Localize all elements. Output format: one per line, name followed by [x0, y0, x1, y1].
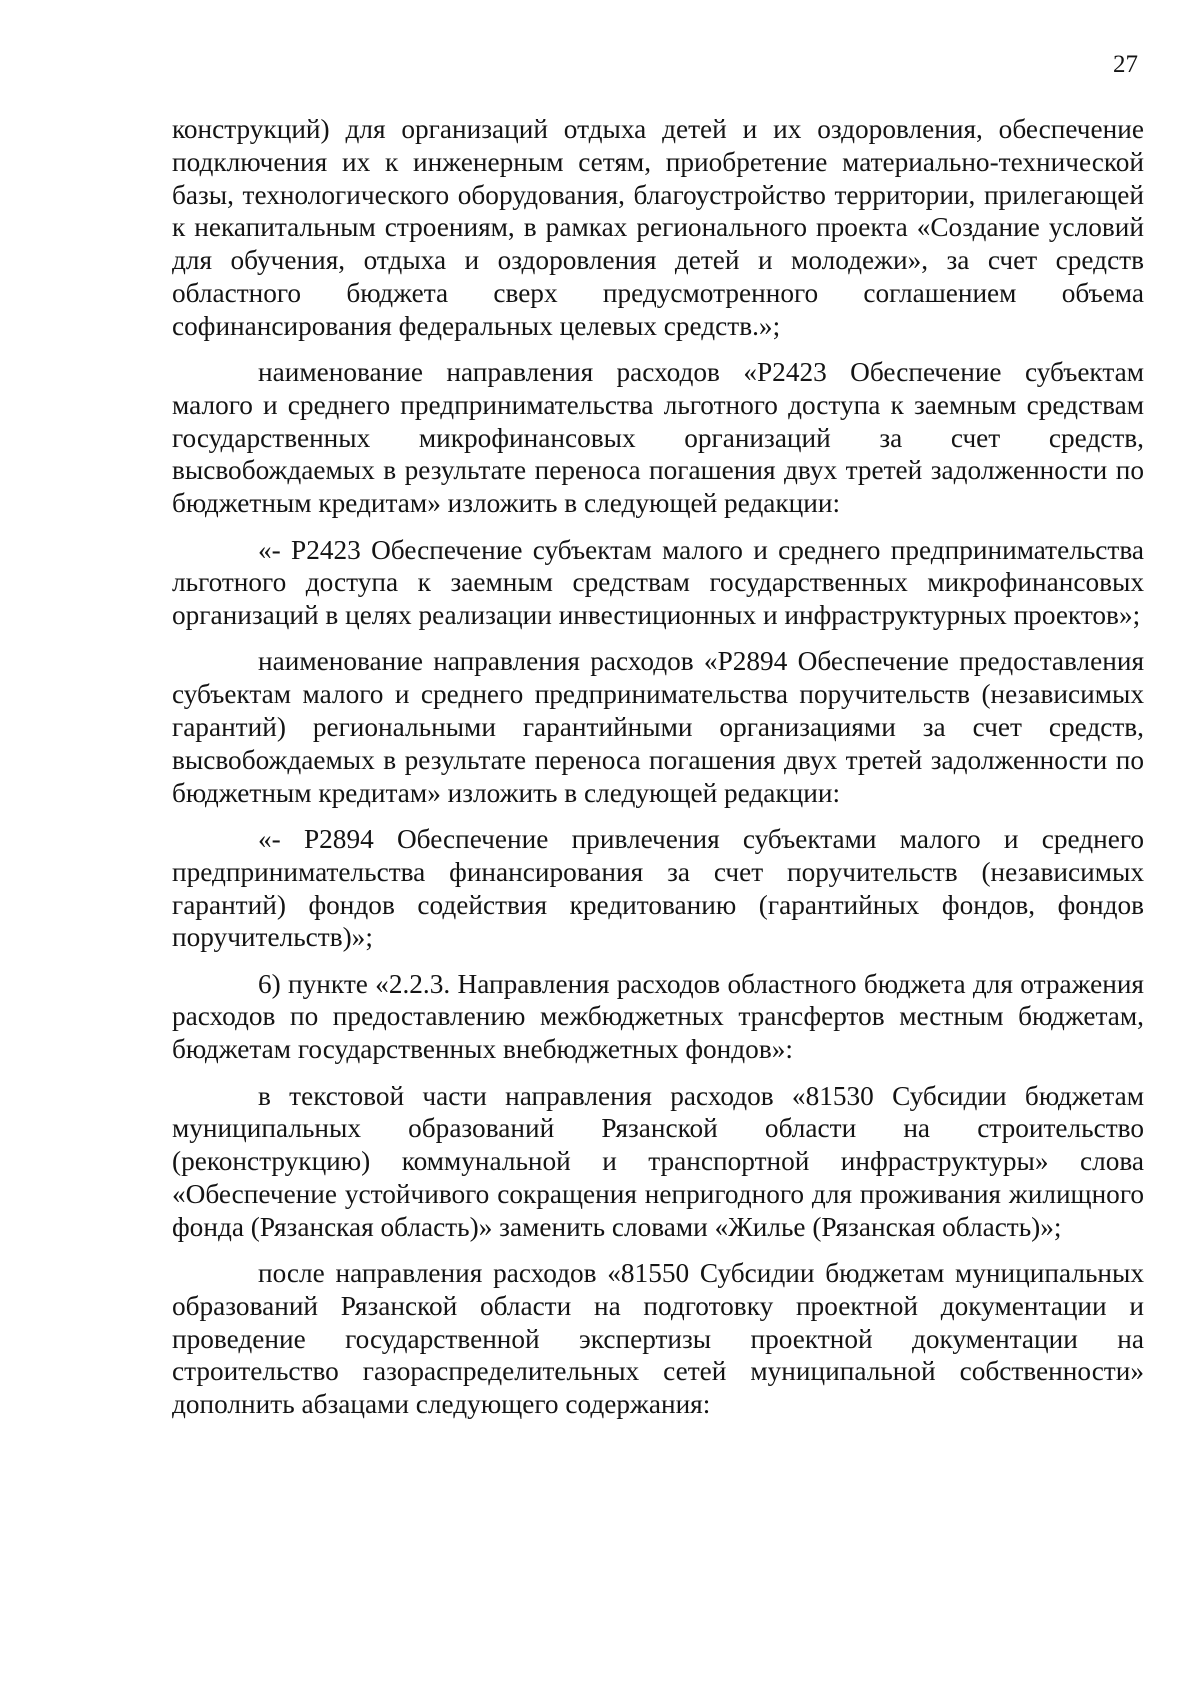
- paragraph-item-6: 6) пункте «2.2.3. Направления расходов областного бюджета для отражения расходов по предоставлению межбюджетных трансфертов местным бюджетам, бюджетам государственных внебюджетных фондов»:: [172, 968, 1144, 1065]
- paragraph-p2423-new-wording: «- Р2423 Обеспечение субъектам малого и среднего предпринимательства льготного доступа к заемным средствам государственных микрофинансовых организаций в целях реализации инвестиционных и инфраструктурных проектов»;: [172, 534, 1144, 631]
- paragraph-81550-addition: после направления расходов «81550 Субсидии бюджетам муниципальных образований Рязанской области на подготовку проектной документации и проведение государственной экспертизы проектной документации на строительство газораспределительных сетей муниципальной собственности» дополнить абзацами следующего содержания:: [172, 1258, 1144, 1420]
- document-body: [172, 113, 1144, 1434]
- paragraph-p2423-rename: наименование направления расходов «Р2423 Обеспечение субъектам малого и среднего предпринимательства льготного доступа к заемным средствам государственных микрофинансовых организаций за счет средств, высвобождаемых в результате переноса погашения двух третей задолженности по бюджетным кредитам» изложить в следующей редакции:: [172, 357, 1144, 519]
- paragraph-continuation: конструкций) для организаций отдыха детей и их оздоровления, обеспечение подключения их к инженерным сетям, приобретение материально-технической базы, технологического оборудования, благоустройство территории, прилегающей к некапитальным строениям, в рамках регионального проекта «Создание условий для обучения, отдыха и оздоровления детей и молодежи», за счет средств областного бюджета сверх предусмотренного соглашением объема софинансирования федеральных целевых средств.»;: [172, 114, 1144, 341]
- paragraph-p2894-rename: наименование направления расходов «Р2894 Обеспечение предоставления субъектам малого и среднего предпринимательства поручительств (независимых гарантий) региональными гарантийными организациями за счет средств, высвобождаемых в результате переноса погашения двух третей задолженности по бюджетным кредитам» изложить в следующей редакции:: [172, 646, 1144, 808]
- page-number: 27: [1113, 51, 1138, 78]
- paragraph-81530-change: в текстовой части направления расходов «81530 Субсидии бюджетам муниципальных образований Рязанской области на строительство (реконструкцию) коммунальной и транспортной инфраструктуры» слова «Обеспечение устойчивого сокращения непригодного для проживания жилищного фонда (Рязанская область)» заменить словами «Жилье (Рязанская область)»;: [172, 1080, 1144, 1242]
- paragraph-p2894-new-wording: «- Р2894 Обеспечение привлечения субъектами малого и среднего предпринимательства финансирования за счет поручительств (независимых гарантий) фондов содействия кредитованию (гарантийных фондов, фондов поручительств)»;: [172, 823, 1144, 953]
